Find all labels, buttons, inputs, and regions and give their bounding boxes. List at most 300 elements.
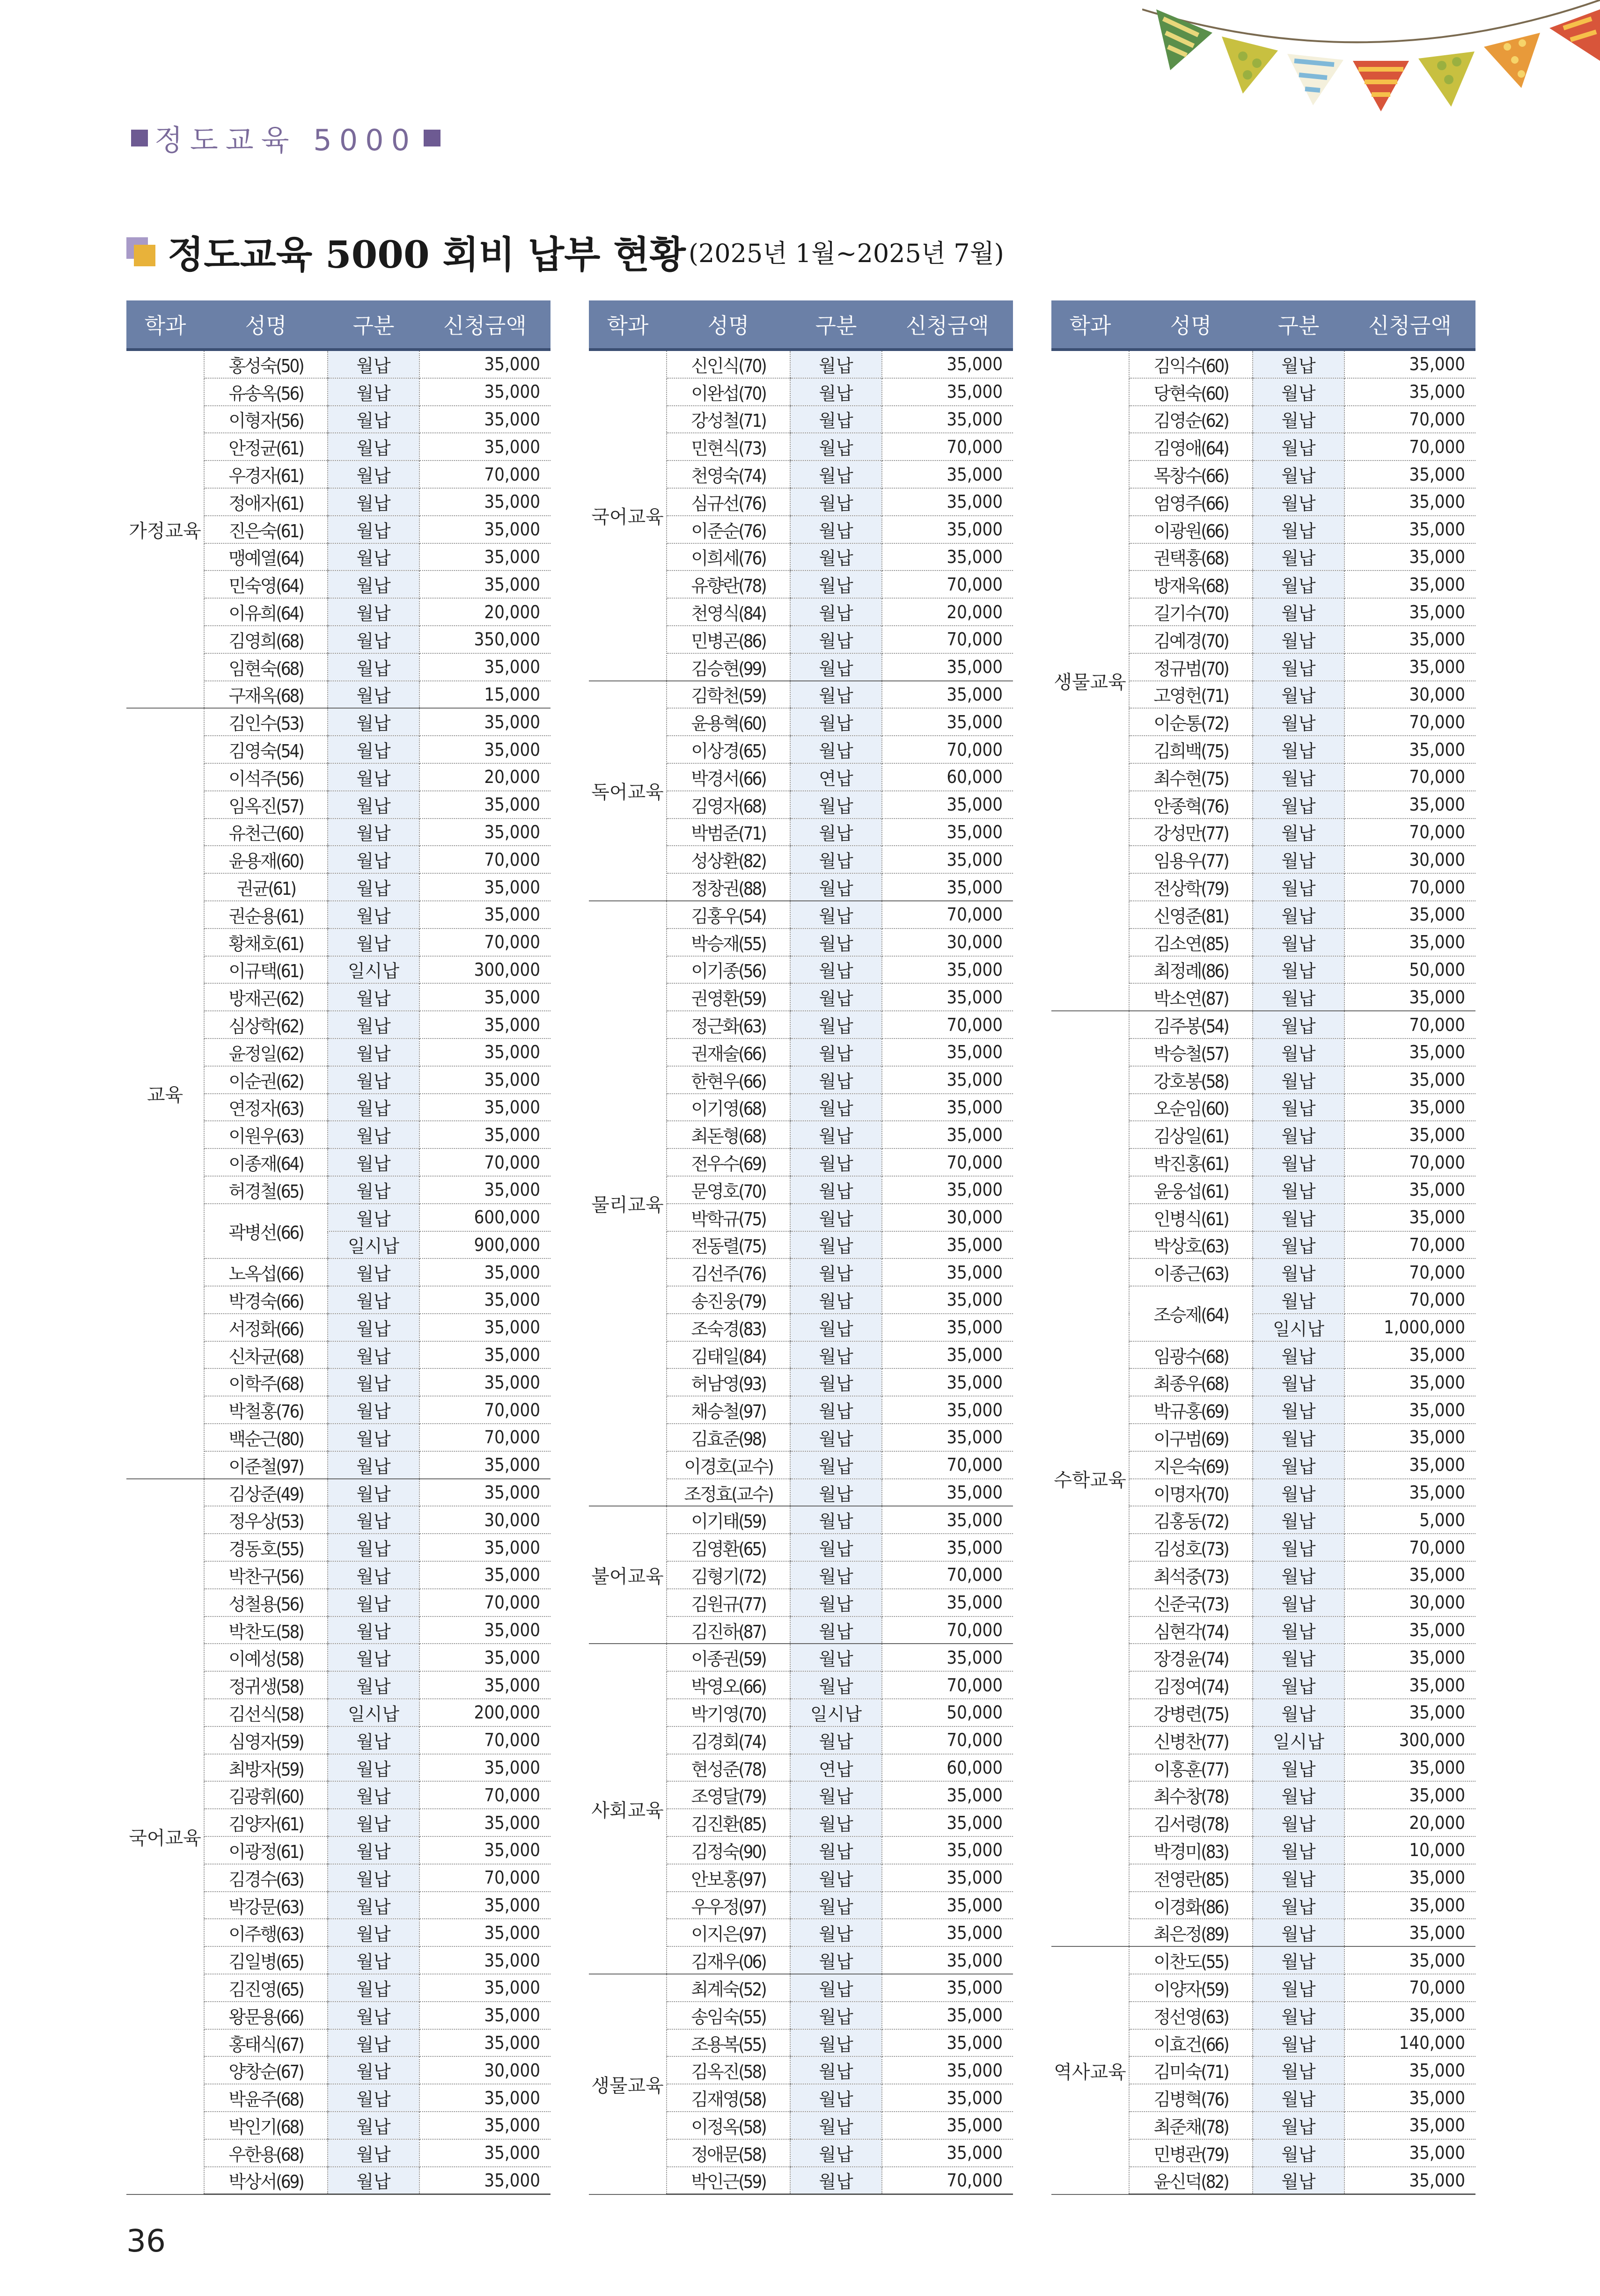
name-cell: 박상서(69) xyxy=(204,2167,328,2194)
name-cell: 채승철(97) xyxy=(667,1396,790,1424)
amount-cell: 35,000 xyxy=(419,1286,550,1314)
amount-cell: 70,000 xyxy=(419,929,550,956)
payment-type-cell: 월납 xyxy=(1253,1561,1344,1589)
amount-cell: 35,000 xyxy=(882,543,1013,571)
table-header-row xyxy=(589,300,1013,350)
payment-type-cell: 월납 xyxy=(328,350,419,378)
payment-type-cell: 월납 xyxy=(1253,2002,1344,2029)
amount-cell: 35,000 xyxy=(1344,2084,1475,2112)
name-cell: 신인식(70) xyxy=(667,350,790,378)
name-cell: 당현숙(60) xyxy=(1129,378,1253,406)
payment-type-cell: 월납 xyxy=(790,1479,882,1506)
amount-cell: 35,000 xyxy=(882,846,1013,873)
payment-type-cell: 월납 xyxy=(1253,1341,1344,1369)
payment-type-cell: 월납 xyxy=(328,1506,419,1534)
amount-cell: 35,000 xyxy=(419,1341,550,1369)
payment-type-cell: 월납 xyxy=(790,2167,882,2194)
amount-cell: 35,000 xyxy=(419,791,550,819)
name-cell: 박강문(63) xyxy=(204,1892,328,1919)
payment-type-cell: 월납 xyxy=(790,2002,882,2029)
flag-6 xyxy=(1484,33,1540,88)
payment-type-cell: 월납 xyxy=(1253,1231,1344,1259)
name-cell: 이원우(63) xyxy=(204,1121,328,1148)
name-cell: 박상호(63) xyxy=(1129,1231,1253,1259)
amount-cell: 35,000 xyxy=(882,1176,1013,1204)
amount-cell: 35,000 xyxy=(1344,570,1475,598)
amount-cell: 35,000 xyxy=(419,819,550,846)
amount-cell: 60,000 xyxy=(882,763,1013,791)
payment-type-cell: 월납 xyxy=(1253,1836,1344,1864)
table-row xyxy=(589,901,1013,929)
name-cell: 곽병선(66) xyxy=(204,1204,328,1259)
payment-type-cell: 월납 xyxy=(790,2139,882,2167)
payment-type-cell: 월납 xyxy=(790,1781,882,1809)
payment-type-cell: 월납 xyxy=(790,1148,882,1176)
payment-type-cell: 월납 xyxy=(790,681,882,709)
column-header-dept: 학과 xyxy=(126,300,204,350)
name-cell: 이정옥(58) xyxy=(667,2112,790,2139)
amount-cell: 35,000 xyxy=(1344,516,1475,543)
amount-cell: 35,000 xyxy=(1344,901,1475,929)
name-cell: 안종혁(76) xyxy=(1129,791,1253,819)
name-cell: 박찬도(58) xyxy=(204,1616,328,1644)
payment-type-cell: 월납 xyxy=(328,1644,419,1671)
payment-type-cell: 일시납 xyxy=(1253,1314,1344,1341)
amount-cell: 300,000 xyxy=(419,956,550,984)
payment-type-cell: 월납 xyxy=(790,1534,882,1561)
payment-type-cell: 월납 xyxy=(328,901,419,929)
name-cell: 이완섭(70) xyxy=(667,378,790,406)
amount-cell: 70,000 xyxy=(882,1671,1013,1699)
name-cell: 박경숙(66) xyxy=(204,1286,328,1314)
amount-cell: 35,000 xyxy=(882,1424,1013,1451)
name-cell: 김양자(61) xyxy=(204,1809,328,1836)
amount-cell: 35,000 xyxy=(882,461,1013,488)
payment-type-cell: 월납 xyxy=(328,2112,419,2139)
name-cell: 이준철(97) xyxy=(204,1451,328,1479)
amount-cell: 70,000 xyxy=(419,1864,550,1892)
payment-type-cell: 월납 xyxy=(1253,653,1344,681)
name-cell: 신차균(68) xyxy=(204,1341,328,1369)
payment-type-cell: 월납 xyxy=(328,2167,419,2194)
amount-cell: 30,000 xyxy=(882,929,1013,956)
name-cell: 박규홍(69) xyxy=(1129,1396,1253,1424)
payment-type-cell: 월납 xyxy=(790,1424,882,1451)
name-cell: 이규택(61) xyxy=(204,956,328,984)
name-cell: 민병관(79) xyxy=(1129,2139,1253,2167)
amount-cell: 35,000 xyxy=(419,983,550,1011)
payment-type-cell: 월납 xyxy=(1253,791,1344,819)
amount-cell: 35,000 xyxy=(882,488,1013,516)
payment-type-cell: 월납 xyxy=(1253,1204,1344,1231)
name-cell: 왕문용(66) xyxy=(204,2002,328,2029)
amount-cell: 35,000 xyxy=(419,1534,550,1561)
name-cell: 김일병(65) xyxy=(204,1946,328,1974)
amount-cell: 35,000 xyxy=(882,681,1013,709)
name-cell: 김형기(72) xyxy=(667,1561,790,1589)
amount-cell: 35,000 xyxy=(882,2002,1013,2029)
payment-type-cell: 월납 xyxy=(790,1038,882,1066)
amount-cell: 35,000 xyxy=(1344,2112,1475,2139)
name-cell: 심현각(74) xyxy=(1129,1616,1253,1644)
amount-cell: 35,000 xyxy=(419,1011,550,1038)
name-cell: 윤신덕(82) xyxy=(1129,2167,1253,2194)
name-cell: 김효준(98) xyxy=(667,1424,790,1451)
name-cell: 박범준(71) xyxy=(667,819,790,846)
amount-cell: 35,000 xyxy=(419,1892,550,1919)
amount-cell: 35,000 xyxy=(1344,1094,1475,1121)
amount-cell: 35,000 xyxy=(419,736,550,763)
name-cell: 강성철(71) xyxy=(667,406,790,433)
payment-type-cell: 월납 xyxy=(790,653,882,681)
amount-cell: 35,000 xyxy=(1344,1781,1475,1809)
payment-type-cell: 월납 xyxy=(328,1534,419,1561)
page-number: 36 xyxy=(126,2223,166,2259)
payment-type-cell: 월납 xyxy=(790,956,882,984)
amount-cell: 70,000 xyxy=(1344,873,1475,901)
payment-type-cell: 월납 xyxy=(1253,1589,1344,1616)
table-row xyxy=(589,681,1013,709)
amount-cell: 35,000 xyxy=(419,1314,550,1341)
table-row xyxy=(589,1974,1013,2002)
amount-cell: 35,000 xyxy=(419,1094,550,1121)
name-cell: 전동렬(75) xyxy=(667,1231,790,1259)
table-row xyxy=(1051,1011,1475,1038)
payment-type-cell: 월납 xyxy=(328,1176,419,1204)
name-cell: 전상학(79) xyxy=(1129,873,1253,901)
amount-cell: 70,000 xyxy=(882,570,1013,598)
payment-type-cell: 월납 xyxy=(328,516,419,543)
payment-type-cell: 월납 xyxy=(328,1479,419,1506)
name-cell: 진은숙(61) xyxy=(204,516,328,543)
payment-type-cell: 월납 xyxy=(328,1314,419,1341)
payment-type-cell: 일시납 xyxy=(1253,1726,1344,1754)
name-cell: 백순근(80) xyxy=(204,1424,328,1451)
amount-cell: 70,000 xyxy=(1344,1974,1475,2002)
name-cell: 홍태식(67) xyxy=(204,2029,328,2057)
amount-cell: 35,000 xyxy=(419,873,550,901)
amount-cell: 35,000 xyxy=(882,1919,1013,1946)
name-cell: 박진홍(61) xyxy=(1129,1148,1253,1176)
payment-type-cell: 월납 xyxy=(1253,570,1344,598)
amount-cell: 50,000 xyxy=(882,1699,1013,1726)
name-cell: 이지은(97) xyxy=(667,1919,790,1946)
amount-cell: 35,000 xyxy=(1344,1919,1475,1946)
name-cell: 방재욱(68) xyxy=(1129,570,1253,598)
amount-cell: 35,000 xyxy=(1344,1424,1475,1451)
payment-type-cell: 월납 xyxy=(328,708,419,736)
amount-cell: 35,000 xyxy=(1344,1341,1475,1369)
amount-cell: 70,000 xyxy=(1344,1231,1475,1259)
name-cell: 한현우(66) xyxy=(667,1066,790,1094)
name-cell: 김진영(65) xyxy=(204,1974,328,2002)
payment-type-cell: 월납 xyxy=(790,1176,882,1204)
flag-3 xyxy=(1287,54,1343,105)
name-cell: 이찬도(55) xyxy=(1129,1946,1253,1974)
payment-type-cell: 월납 xyxy=(328,873,419,901)
payment-type-cell: 월납 xyxy=(328,681,419,709)
name-cell: 허남영(93) xyxy=(667,1368,790,1396)
name-cell: 이구범(69) xyxy=(1129,1424,1253,1451)
name-cell: 김경회(74) xyxy=(667,1726,790,1754)
amount-cell: 35,000 xyxy=(882,1479,1013,1506)
amount-cell: 70,000 xyxy=(419,1781,550,1809)
name-cell: 이기종(56) xyxy=(667,956,790,984)
amount-cell: 70,000 xyxy=(882,1011,1013,1038)
name-cell: 이희세(76) xyxy=(667,543,790,571)
name-cell: 이예성(58) xyxy=(204,1644,328,1671)
amount-cell: 35,000 xyxy=(882,1286,1013,1314)
name-cell: 전우수(69) xyxy=(667,1148,790,1176)
name-cell: 김정여(74) xyxy=(1129,1671,1253,1699)
name-cell: 조용복(55) xyxy=(667,2029,790,2057)
amount-cell: 35,000 xyxy=(1344,1121,1475,1148)
amount-cell: 35,000 xyxy=(1344,350,1475,378)
payment-type-cell: 월납 xyxy=(1253,1286,1344,1314)
name-cell: 김학천(59) xyxy=(667,681,790,709)
name-cell: 김영자(68) xyxy=(667,791,790,819)
payment-type-cell: 월납 xyxy=(1253,1809,1344,1836)
amount-cell: 35,000 xyxy=(419,901,550,929)
payment-type-cell: 월납 xyxy=(328,819,419,846)
payment-type-cell: 월납 xyxy=(790,1644,882,1671)
amount-cell: 70,000 xyxy=(882,736,1013,763)
amount-cell: 35,000 xyxy=(882,1644,1013,1671)
amount-cell: 35,000 xyxy=(419,350,550,378)
name-cell: 서정화(66) xyxy=(204,1314,328,1341)
name-cell: 민병곤(86) xyxy=(667,626,790,653)
amount-cell: 60,000 xyxy=(882,1754,1013,1782)
amount-cell: 35,000 xyxy=(419,2002,550,2029)
table-row xyxy=(1051,350,1475,378)
name-cell: 김영희(68) xyxy=(204,626,328,653)
payment-type-cell: 월납 xyxy=(328,1121,419,1148)
amount-cell: 35,000 xyxy=(419,488,550,516)
name-cell: 심규선(76) xyxy=(667,488,790,516)
name-cell: 권영환(59) xyxy=(667,983,790,1011)
payment-type-cell: 월납 xyxy=(328,846,419,873)
name-cell: 김성호(73) xyxy=(1129,1534,1253,1561)
name-cell: 이준순(76) xyxy=(667,516,790,543)
name-cell: 최은정(89) xyxy=(1129,1919,1253,1946)
payment-type-cell: 월납 xyxy=(328,736,419,763)
amount-cell: 35,000 xyxy=(882,1506,1013,1534)
payment-type-cell: 월납 xyxy=(1253,681,1344,709)
name-cell: 윤용재(60) xyxy=(204,846,328,873)
name-cell: 김상일(61) xyxy=(1129,1121,1253,1148)
payment-type-cell: 월납 xyxy=(790,543,882,571)
amount-cell: 35,000 xyxy=(1344,1892,1475,1919)
name-cell: 김진하(87) xyxy=(667,1616,790,1644)
payment-type-cell: 월납 xyxy=(1253,763,1344,791)
payment-type-cell: 월납 xyxy=(328,791,419,819)
payment-type-cell: 월납 xyxy=(1253,1258,1344,1286)
table-row xyxy=(589,1506,1013,1534)
payment-type-cell: 월납 xyxy=(1253,2167,1344,2194)
column-header-dept: 학과 xyxy=(1051,300,1129,350)
amount-cell: 35,000 xyxy=(882,1974,1013,2002)
payment-type-cell: 월납 xyxy=(790,1946,882,1974)
name-cell: 이광정(61) xyxy=(204,1836,328,1864)
payment-type-cell: 연납 xyxy=(790,763,882,791)
payment-type-cell: 월납 xyxy=(328,378,419,406)
name-cell: 임옥진(57) xyxy=(204,791,328,819)
dept-cell: 국어교육 xyxy=(126,1479,204,2194)
payment-type-cell: 월납 xyxy=(328,1368,419,1396)
amount-cell: 70,000 xyxy=(882,1451,1013,1479)
name-cell: 전영란(85) xyxy=(1129,1864,1253,1892)
payment-type-cell: 월납 xyxy=(1253,1946,1344,1974)
name-cell: 최준채(78) xyxy=(1129,2112,1253,2139)
payment-type-cell: 월납 xyxy=(790,1974,882,2002)
amount-cell: 35,000 xyxy=(882,2084,1013,2112)
amount-cell: 35,000 xyxy=(1344,378,1475,406)
amount-cell: 200,000 xyxy=(419,1699,550,1726)
payment-type-cell: 월납 xyxy=(1253,736,1344,763)
name-cell: 김태일(84) xyxy=(667,1341,790,1369)
payment-type-cell: 월납 xyxy=(790,1314,882,1341)
amount-cell: 35,000 xyxy=(419,1176,550,1204)
table-header-row xyxy=(126,300,550,350)
payment-type-cell: 월납 xyxy=(1253,626,1344,653)
amount-cell: 35,000 xyxy=(419,543,550,571)
column-header-name: 성명 xyxy=(667,300,790,350)
amount-cell: 35,000 xyxy=(419,1836,550,1864)
amount-cell: 70,000 xyxy=(882,1726,1013,1754)
name-cell: 민숙영(64) xyxy=(204,570,328,598)
name-cell: 권순용(61) xyxy=(204,901,328,929)
amount-cell: 35,000 xyxy=(882,1258,1013,1286)
payment-type-cell: 월납 xyxy=(1253,956,1344,984)
column-header-type: 구분 xyxy=(1253,300,1344,350)
name-cell: 이명자(70) xyxy=(1129,1479,1253,1506)
amount-cell: 30,000 xyxy=(1344,846,1475,873)
table-header-row xyxy=(1051,300,1475,350)
amount-cell: 35,000 xyxy=(419,570,550,598)
name-cell: 우한용(68) xyxy=(204,2139,328,2167)
bunting-decoration xyxy=(1142,0,1600,140)
name-cell: 성상환(82) xyxy=(667,846,790,873)
payment-type-cell: 월납 xyxy=(790,1094,882,1121)
name-cell: 윤정일(62) xyxy=(204,1038,328,1066)
name-cell: 이효건(66) xyxy=(1129,2029,1253,2057)
payment-type-cell: 월납 xyxy=(328,598,419,626)
payment-type-cell: 월납 xyxy=(328,1836,419,1864)
name-cell: 구재옥(68) xyxy=(204,681,328,709)
roster-table-right xyxy=(1051,300,1475,2195)
amount-cell: 35,000 xyxy=(882,708,1013,736)
name-cell: 김홍동(72) xyxy=(1129,1506,1253,1534)
amount-cell: 1,000,000 xyxy=(1344,1314,1475,1341)
name-cell: 민현식(73) xyxy=(667,433,790,461)
name-cell: 임광수(68) xyxy=(1129,1341,1253,1369)
name-cell: 김소연(85) xyxy=(1129,929,1253,956)
name-cell: 방재곤(62) xyxy=(204,983,328,1011)
payment-type-cell: 월납 xyxy=(1253,2056,1344,2084)
payment-type-cell: 월납 xyxy=(328,488,419,516)
amount-cell: 350,000 xyxy=(419,626,550,653)
name-cell: 노옥섭(66) xyxy=(204,1258,328,1286)
flag-2 xyxy=(1222,37,1278,94)
name-cell: 홍성숙(50) xyxy=(204,350,328,378)
amount-cell: 35,000 xyxy=(419,1974,550,2002)
name-cell: 이기태(59) xyxy=(667,1506,790,1534)
name-cell: 김재우(06) xyxy=(667,1946,790,1974)
name-cell: 김상준(49) xyxy=(204,1479,328,1506)
amount-cell: 20,000 xyxy=(882,598,1013,626)
payment-type-cell: 월납 xyxy=(790,1231,882,1259)
name-cell: 정선영(63) xyxy=(1129,2002,1253,2029)
name-cell: 박찬구(56) xyxy=(204,1561,328,1589)
flag-1 xyxy=(1156,9,1212,70)
amount-cell: 70,000 xyxy=(419,1148,550,1176)
amount-cell: 35,000 xyxy=(882,1368,1013,1396)
payment-type-cell: 월납 xyxy=(1253,1038,1344,1066)
name-cell: 현성준(78) xyxy=(667,1754,790,1782)
amount-cell: 35,000 xyxy=(882,350,1013,378)
amount-cell: 35,000 xyxy=(419,1754,550,1782)
name-cell: 임용우(77) xyxy=(1129,846,1253,873)
payment-type-cell: 월납 xyxy=(790,1451,882,1479)
payment-type-cell: 일시납 xyxy=(328,1231,419,1259)
payment-type-cell: 월납 xyxy=(328,929,419,956)
payment-type-cell: 일시납 xyxy=(328,1699,419,1726)
name-cell: 김주봉(54) xyxy=(1129,1011,1253,1038)
name-cell: 조정효(교수) xyxy=(667,1479,790,1506)
payment-type-cell: 월납 xyxy=(1253,1974,1344,2002)
name-cell: 정애자(61) xyxy=(204,488,328,516)
payment-type-cell: 월납 xyxy=(328,1258,419,1286)
name-cell: 이양자(59) xyxy=(1129,1974,1253,2002)
amount-cell: 70,000 xyxy=(882,433,1013,461)
dept-cell: 교육 xyxy=(126,708,204,1478)
amount-cell: 35,000 xyxy=(1344,1644,1475,1671)
amount-cell: 35,000 xyxy=(1344,626,1475,653)
payment-type-cell: 월납 xyxy=(1253,1368,1344,1396)
name-cell: 심영자(59) xyxy=(204,1726,328,1754)
payment-type-cell: 월납 xyxy=(328,763,419,791)
amount-cell: 70,000 xyxy=(882,626,1013,653)
amount-cell: 35,000 xyxy=(882,2056,1013,2084)
flag-4 xyxy=(1353,61,1409,111)
roster-table-middle xyxy=(589,300,1013,2195)
payment-type-cell: 월납 xyxy=(1253,1424,1344,1451)
amount-cell: 600,000 xyxy=(419,1204,550,1231)
name-cell: 강호봉(58) xyxy=(1129,1066,1253,1094)
payment-type-cell: 월납 xyxy=(1253,1616,1344,1644)
name-cell: 오순임(60) xyxy=(1129,1094,1253,1121)
payment-type-cell: 월납 xyxy=(790,1506,882,1534)
payment-type-cell: 월납 xyxy=(790,736,882,763)
amount-cell: 35,000 xyxy=(882,1864,1013,1892)
page-title xyxy=(126,225,1004,278)
amount-cell: 35,000 xyxy=(1344,1368,1475,1396)
name-cell: 박인근(59) xyxy=(667,2167,790,2194)
payment-type-cell: 월납 xyxy=(1253,929,1344,956)
amount-cell: 35,000 xyxy=(882,2029,1013,2057)
name-cell: 최계숙(52) xyxy=(667,1974,790,2002)
payment-type-cell: 월납 xyxy=(328,1148,419,1176)
payment-type-cell: 월납 xyxy=(1253,2029,1344,2057)
amount-cell: 70,000 xyxy=(882,2167,1013,2194)
payment-type-cell: 월납 xyxy=(1253,1451,1344,1479)
name-cell: 박기영(70) xyxy=(667,1699,790,1726)
payment-type-cell: 월납 xyxy=(1253,983,1344,1011)
name-cell: 강병련(75) xyxy=(1129,1699,1253,1726)
payment-type-cell: 월납 xyxy=(790,819,882,846)
amount-cell: 35,000 xyxy=(882,516,1013,543)
payment-type-cell: 월납 xyxy=(1253,1644,1344,1671)
